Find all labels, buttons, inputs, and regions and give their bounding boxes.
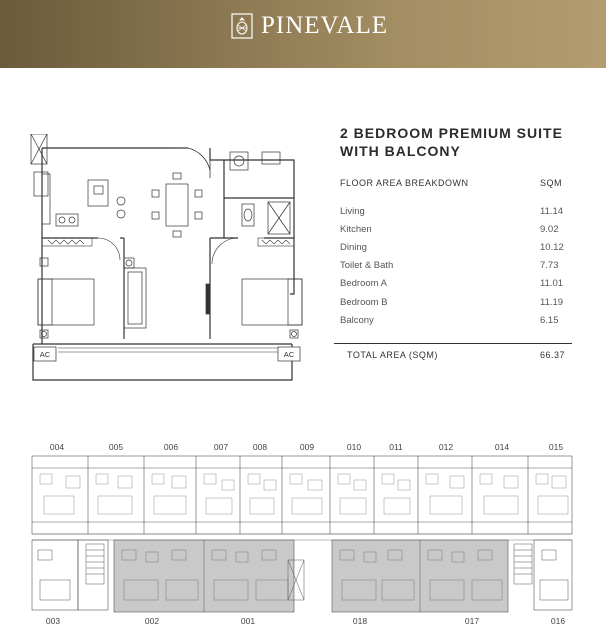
unit-title-line1: 2 BEDROOM PREMIUM SUITE xyxy=(340,125,563,141)
unit-label-015: 015 xyxy=(548,442,564,452)
breakdown-heading: FLOOR AREA BREAKDOWN xyxy=(340,178,469,188)
row-value: 11.01 xyxy=(540,278,564,290)
unit-label-007: 007 xyxy=(213,442,229,452)
row-label: Living xyxy=(340,205,365,217)
table-row xyxy=(340,257,566,275)
row-value: 7.73 xyxy=(540,260,559,272)
unit-label-012: 012 xyxy=(438,442,454,452)
table-row xyxy=(340,202,566,220)
unit-label-004: 004 xyxy=(49,442,65,452)
table-header xyxy=(340,178,566,192)
key-plan xyxy=(26,440,586,630)
ac-label-right: AC xyxy=(283,350,295,359)
row-value: 10.12 xyxy=(540,241,564,253)
row-label: Bedroom B xyxy=(340,296,388,308)
unit-label-009: 009 xyxy=(299,442,315,452)
row-value: 6.15 xyxy=(540,314,559,326)
total-divider xyxy=(334,343,572,344)
row-value: 11.14 xyxy=(540,205,564,217)
total-row xyxy=(347,350,566,360)
ac-label-left: AC xyxy=(39,350,51,359)
row-label: Dining xyxy=(340,241,367,253)
unit-floor-plan xyxy=(28,134,328,384)
table-row xyxy=(340,238,566,256)
header-banner xyxy=(0,0,606,68)
row-label: Toilet & Bath xyxy=(340,260,394,272)
pineapple-logo-icon xyxy=(231,13,253,39)
unit-label-010: 010 xyxy=(346,442,362,452)
unit-label-002: 002 xyxy=(144,616,160,626)
row-value: 9.02 xyxy=(540,223,559,235)
unit-label-011: 011 xyxy=(389,442,403,452)
unit-label-005: 005 xyxy=(108,442,124,452)
brand-logo[interactable] xyxy=(231,11,388,41)
unit-label-017: 017 xyxy=(464,616,480,626)
table-row xyxy=(340,311,566,329)
unit-title xyxy=(340,124,590,160)
floor-area-table xyxy=(340,178,566,329)
row-value: 11.19 xyxy=(540,296,564,308)
total-label: TOTAL AREA (SQM) xyxy=(347,350,438,360)
unit-label-001: 001 xyxy=(240,616,256,626)
unit-label-016: 016 xyxy=(550,616,566,626)
table-row xyxy=(340,293,566,311)
total-value: 66.37 xyxy=(540,350,566,360)
unit-title-line2: WITH BALCONY xyxy=(340,143,461,159)
brand-name: PINEVALE xyxy=(261,12,388,39)
row-label: Balcony xyxy=(340,314,374,326)
unit-label-003: 003 xyxy=(45,616,61,626)
sqm-heading: SQM xyxy=(540,178,563,188)
table-row xyxy=(340,275,566,293)
row-label: Bedroom A xyxy=(340,278,387,290)
unit-label-008: 008 xyxy=(252,442,268,452)
row-label: Kitchen xyxy=(340,223,372,235)
unit-label-006: 006 xyxy=(163,442,179,452)
table-row xyxy=(340,220,566,238)
table-rows xyxy=(340,202,566,329)
unit-label-014: 014 xyxy=(494,442,510,452)
unit-label-018: 018 xyxy=(352,616,368,626)
